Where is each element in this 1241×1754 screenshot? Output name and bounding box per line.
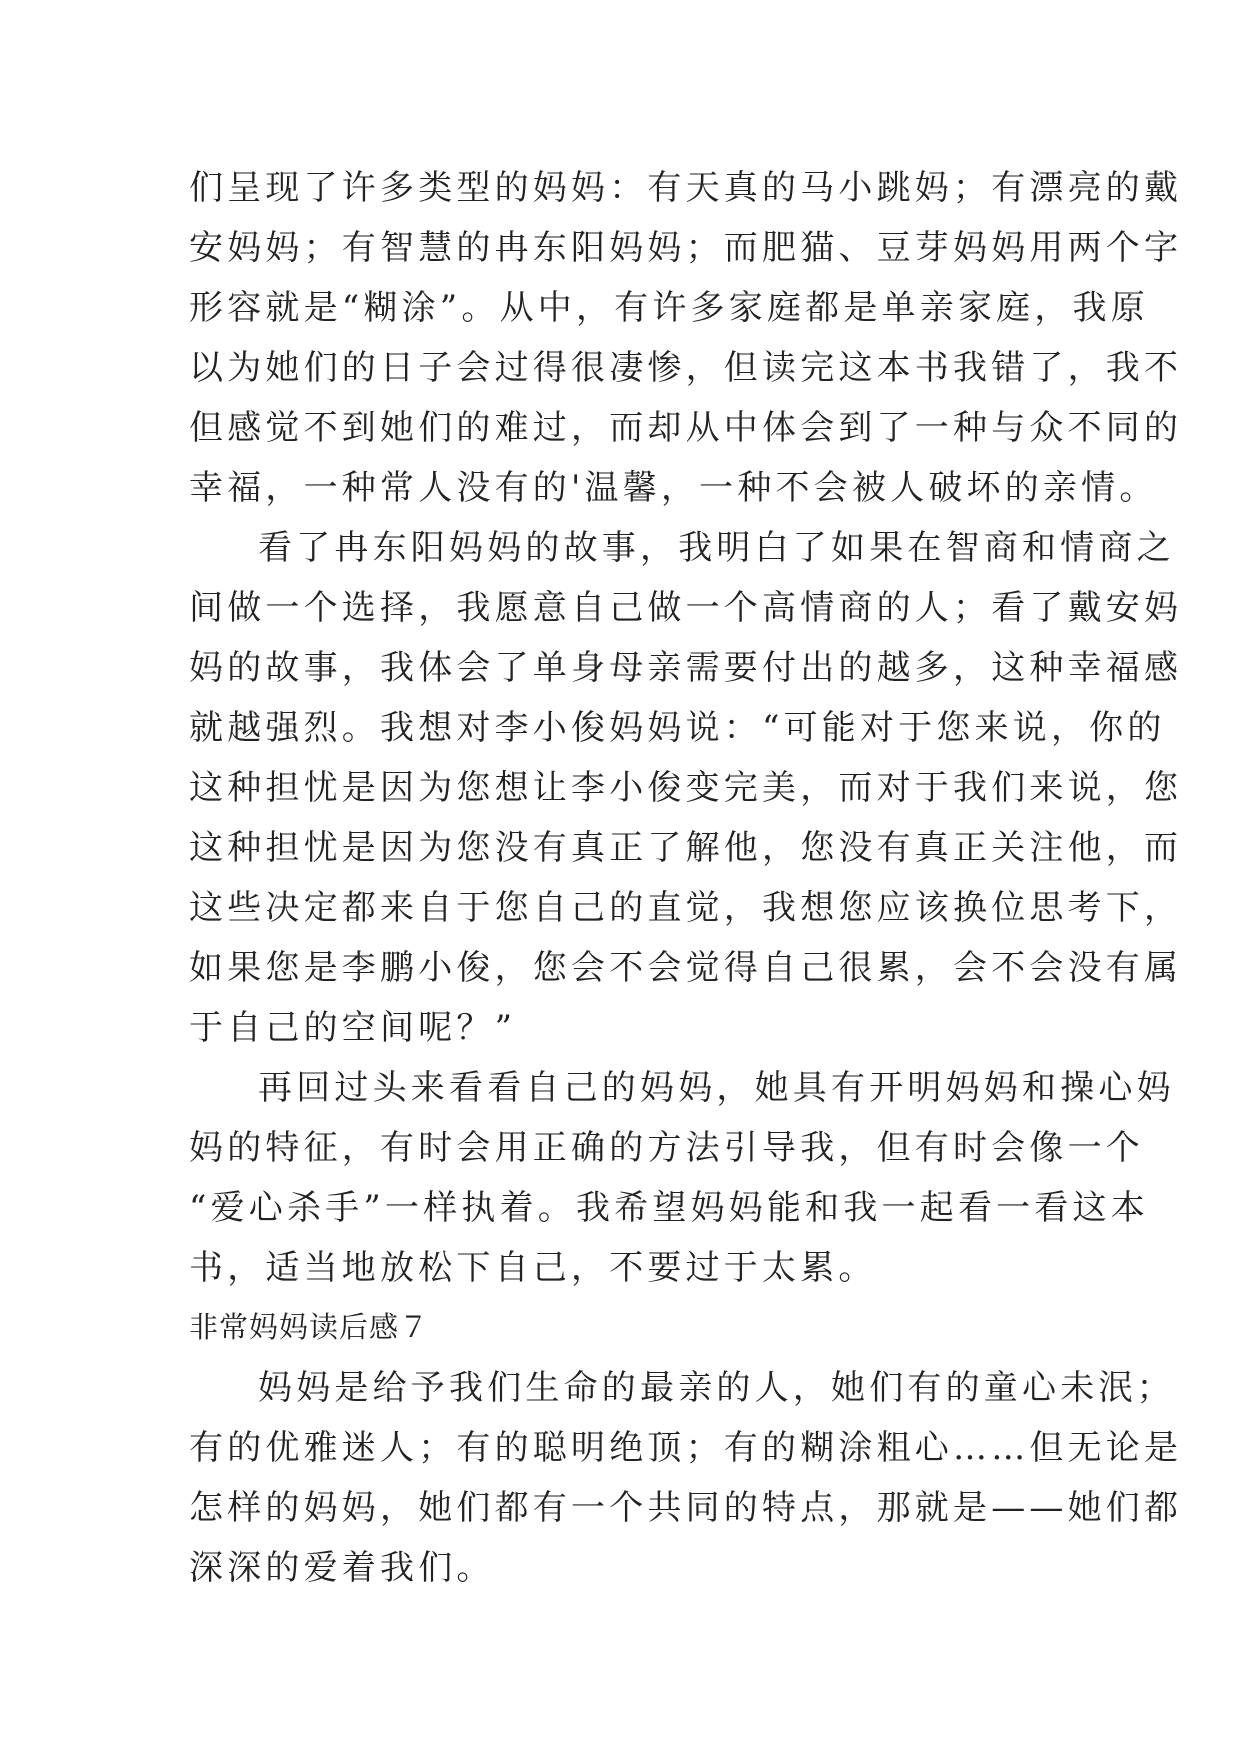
paragraph-line: 妈的特征，有时会用正确的方法引导我，但有时会像一个 [189, 1128, 1144, 1168]
paragraph-line: 间做一个选择，我愿意自己做一个高情商的人；看了戴安妈 [189, 588, 1183, 628]
paragraph-line: 有的优雅迷人；有的聪明绝顶；有的糊涂粗心……但无论是 [189, 1428, 1183, 1468]
paragraph-line: 这种担忧是因为您没有真正了解他，您没有真正关注他，而 [189, 828, 1183, 868]
paragraph-line: 书，适当地放松下自己，不要过于太累。 [189, 1248, 877, 1288]
paragraph-line: 们呈现了许多类型的妈妈：有天真的马小跳妈；有漂亮的戴 [189, 168, 1183, 208]
paragraph-line: 但感觉不到她们的难过，而却从中体会到了一种与众不同的 [189, 408, 1183, 448]
paragraph-line: 再回过头来看看自己的妈妈，她具有开明妈妈和操心妈 [258, 1068, 1175, 1108]
paragraph-line: 妈的故事，我体会了单身母亲需要付出的越多，这种幸福感 [189, 648, 1183, 688]
paragraph-line: 妈妈是给予我们生命的最亲的人，她们有的童心未泯； [258, 1368, 1175, 1408]
paragraph-line: 怎样的妈妈，她们都有一个共同的特点，那就是——她们都 [189, 1488, 1183, 1528]
paragraph-line: 就越强烈。我想对李小俊妈妈说：“可能对于您来说，你的 [189, 708, 1166, 748]
paragraph-line: 安妈妈；有智慧的冉东阳妈妈；而肥猫、豆芽妈妈用两个字 [189, 228, 1183, 268]
paragraph-3 [189, 1058, 1175, 1298]
paragraph-line: 于自己的空间呢？” [189, 1008, 517, 1048]
paragraph-line: 这些决定都来自于您自己的直觉，我想您应该换位思考下， [189, 888, 1183, 928]
paragraph-line: 以为她们的日子会过得很凄惨，但读完这本书我错了，我不 [189, 348, 1183, 388]
paragraph-line: 深深的爱着我们。 [189, 1548, 495, 1588]
paragraph-line: 这种担忧是因为您想让李小俊变完美，而对于我们来说，您 [189, 768, 1183, 808]
paragraph-line: “爱心杀手”一样执着。我希望妈妈能和我一起看一看这本 [189, 1188, 1149, 1228]
paragraph-2 [189, 518, 1183, 1058]
paragraph-line: 幸福，一种常人没有的'温馨，一种不会被人破坏的亲情。 [189, 468, 1158, 508]
paragraph-4 [189, 1358, 1183, 1598]
paragraph-line: 形容就是“糊涂”。从中，有许多家庭都是单亲家庭，我原 [189, 288, 1149, 328]
paragraph-1 [189, 158, 1183, 518]
document-body [189, 158, 1183, 1598]
section-heading: 非常妈妈读后感７ [189, 1310, 430, 1344]
paragraph-line: 看了冉东阳妈妈的故事，我明白了如果在智商和情商之 [258, 528, 1175, 568]
paragraph-line: 如果您是李鹏小俊，您会不会觉得自己很累，会不会没有属 [189, 948, 1183, 988]
